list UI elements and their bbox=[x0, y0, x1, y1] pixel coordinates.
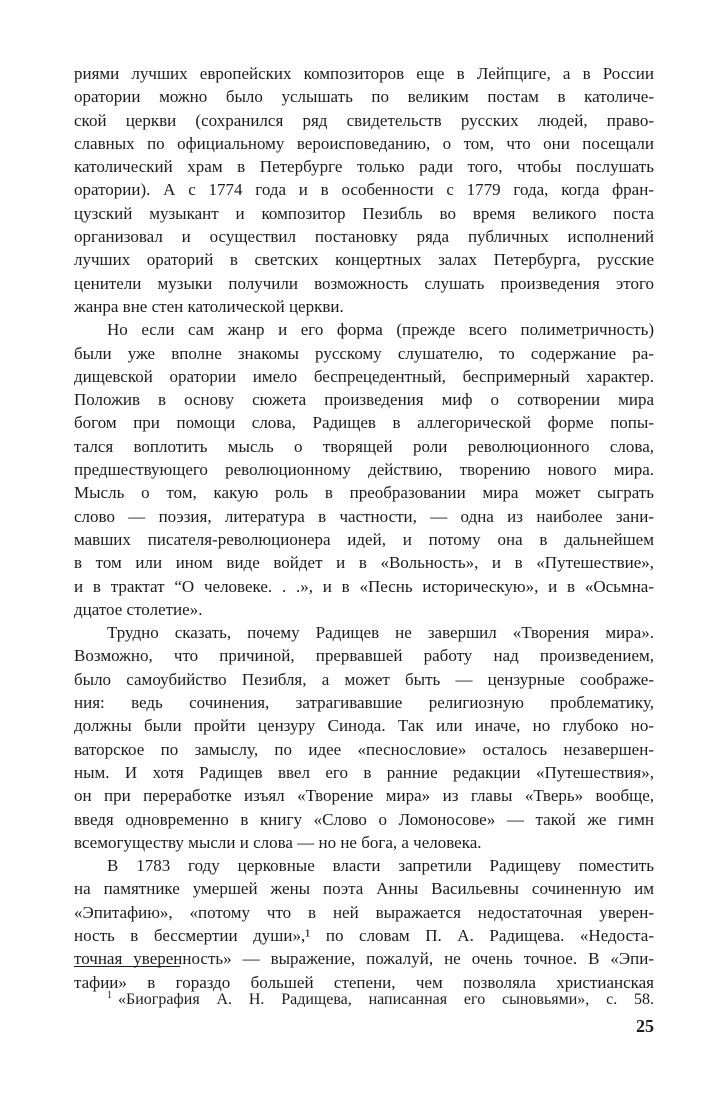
text-line: Трудно сказать, почему Радищев не завершил «Творения мира». bbox=[107, 623, 654, 643]
text-line: богом при помощи слова, Радищев в аллегорической форме попы- bbox=[74, 413, 654, 433]
text-line: и в трактат “О человеке. . .», и в «Песнь историческую», и в «Осьмна- bbox=[74, 576, 654, 596]
text-line: «Эпитафию», «потому что в ней выражается недостаточная уверен- bbox=[74, 902, 654, 922]
text-line: католический храм в Петербурге только ради того, чтобы послушать bbox=[74, 157, 654, 177]
text-line: мавших писателя-революционера идей, и потому она в дальнейшем bbox=[74, 529, 654, 549]
text-line: точная уверенность» — выражение, пожалуй, не очень точное. В «Эпи- bbox=[74, 949, 654, 969]
text-line: Положив в основу сюжета произведения миф о сотворении мира bbox=[74, 390, 654, 410]
footnote-marker: 1 bbox=[107, 990, 112, 1001]
text-line: цузский музыкант и композитор Пезибль во время великого поста bbox=[74, 203, 654, 223]
text-line: Но если сам жанр и его форма (прежде всего полиметричность) bbox=[107, 320, 654, 340]
text-line: на памятнике умершей жены поэта Анны Васильевны сочиненную им bbox=[74, 879, 654, 899]
text-line: Мысль о том, какую роль в преобразовании мира может сыграть bbox=[74, 483, 654, 503]
footnote bbox=[74, 985, 654, 1011]
text-line: ным. И хотя Радищев ввел его в ранние редакции «Путешествия», bbox=[74, 762, 654, 782]
text-line: лучших ораторий в светских концертных залах Петербурга, русские bbox=[74, 250, 654, 270]
text-line: ния: ведь сочинения, затрагивавшие религиозную проблематику, bbox=[74, 693, 654, 713]
footnote-text: «Биография А. Н. Радищева, написанная его сыновьями», с. 58. bbox=[118, 991, 654, 1008]
text-line: предшествующего революционному действию, творению нового мира. bbox=[74, 460, 654, 480]
text-line: были уже вполне знакомы русскому слушателю, то содержание ра- bbox=[74, 343, 654, 363]
text-line: жанра вне стен католической церкви. bbox=[74, 296, 344, 316]
text-line: введя одновременно в книгу «Слово о Ломоносове» — такой же гимн bbox=[74, 809, 654, 829]
text-line: дищевской оратории имело беспрецедентный, беспримерный характер. bbox=[74, 366, 654, 386]
text-line: тался воплотить мысль о творящей роли революционного слова, bbox=[74, 436, 654, 456]
text-line: В 1783 году церковные власти запретили Радищеву поместить bbox=[107, 856, 654, 876]
footnote-separator bbox=[74, 966, 180, 967]
text-line: оратории можно было услышать по великим постам в католиче- bbox=[74, 87, 654, 107]
text-line: ценители музыки получили возможность слушать произведения этого bbox=[74, 273, 654, 293]
page-number: 25 bbox=[636, 1016, 654, 1036]
text-line: дцатое столетие». bbox=[74, 599, 203, 619]
text-line: риями лучших европейских композиторов еще в Лейпциге, а в России bbox=[74, 64, 654, 83]
text-line: славных по официальному вероисповеданию, о том, что они посещали bbox=[74, 133, 654, 153]
text-line: ской церкви (сохранился ряд свидетельств русских людей, право- bbox=[74, 110, 654, 130]
text-line: он при переработке изъял «Творение мира» из главы «Тверь» вообще, bbox=[74, 786, 654, 806]
text-line: тафии» в гораздо большей степени, чем позволяла христианская bbox=[74, 972, 654, 992]
page-body bbox=[74, 62, 654, 994]
text-line: Возможно, что причиной, прервавшей работу над произведением, bbox=[74, 646, 654, 666]
text-line: оратории). А с 1774 года и в особенности с 1779 года, когда фран- bbox=[74, 180, 654, 200]
text-line: должны были пройти цензуру Синода. Так или иначе, но глубоко но- bbox=[74, 716, 654, 736]
text-line: ность в бессмертии души»,¹ по словам П. А. Радищева. «Недоста- bbox=[74, 925, 654, 945]
text-line: слово — поэзия, литература в частности, — одна из наиболее зани- bbox=[74, 506, 654, 526]
text-line: ваторское по замыслу, по идее «песнословие» осталось незавершен- bbox=[74, 739, 654, 759]
text-line: всемогуществу мысли и слова — но не бога, а человека. bbox=[74, 832, 482, 852]
text-line: в том или ином виде войдет и в «Вольность», и в «Путешествие», bbox=[74, 553, 654, 573]
text-line: было самоубийство Пезибля, а может быть — цензурные соображе- bbox=[74, 669, 654, 689]
text-line: организовал и осуществил постановку ряда публичных исполнений bbox=[74, 227, 654, 247]
